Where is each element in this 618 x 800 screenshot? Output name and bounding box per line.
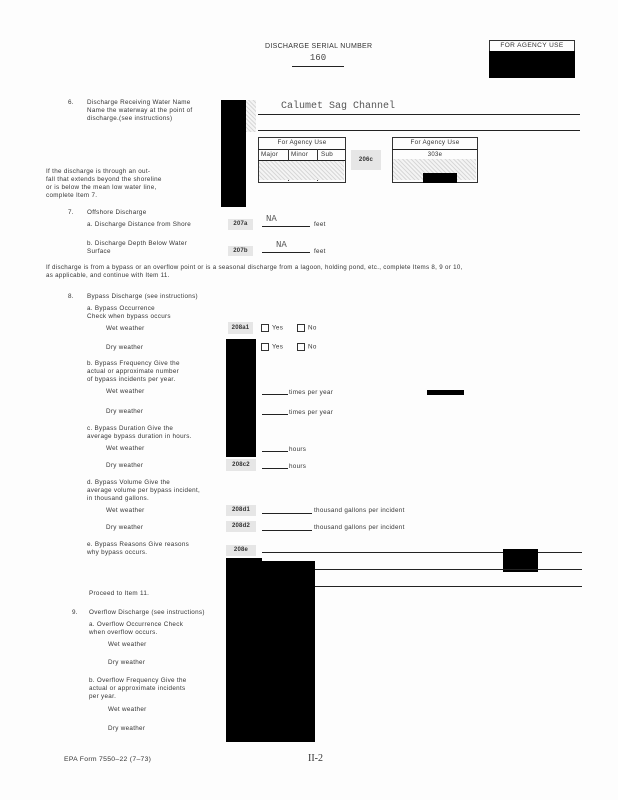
bypass-note-2: as applicable, and continue with Item 11. bbox=[46, 272, 170, 279]
item6-note-1: If the discharge is through an out- bbox=[46, 168, 151, 175]
agency-use-label: For Agency Use bbox=[277, 139, 327, 146]
item9b-dry: Dry weather bbox=[108, 725, 146, 732]
item6-line3: discharge.(see instructions) bbox=[87, 115, 173, 122]
rule bbox=[262, 252, 310, 253]
rule bbox=[392, 149, 477, 150]
item8c-wet: Wet weather bbox=[106, 445, 145, 452]
page-number: II-2 bbox=[308, 753, 323, 764]
item8c-wet-unit: hours bbox=[289, 446, 307, 453]
checkbox[interactable] bbox=[261, 324, 269, 332]
item9b-title-1: b. Overflow Frequency Give the bbox=[89, 677, 187, 684]
bypass-wet-no[interactable] bbox=[297, 324, 317, 333]
offshore-depth-unit: feet bbox=[314, 248, 326, 255]
agency-use-box: FOR AGENCY USE bbox=[489, 40, 575, 52]
redaction-block bbox=[427, 390, 464, 395]
offshore-depth-value: NA bbox=[276, 240, 287, 250]
item7-title: Offshore Discharge bbox=[87, 209, 147, 216]
item8-title: Bypass Discharge (see instructions) bbox=[87, 293, 198, 300]
agency-col-sub: Sub bbox=[321, 151, 334, 158]
item9-number: 9. bbox=[72, 609, 78, 616]
item8b-dry-unit: times per year bbox=[289, 409, 334, 416]
yes-label: Yes bbox=[272, 343, 284, 351]
agency-col-minor: Minor bbox=[291, 151, 309, 158]
shaded-cell bbox=[259, 161, 344, 180]
agency-sub-code: 303e bbox=[427, 152, 443, 158]
item8d-wet: Wet weather bbox=[106, 507, 145, 514]
checkbox[interactable] bbox=[261, 343, 269, 351]
item8c-title-2: average bypass duration in hours. bbox=[87, 433, 192, 440]
redaction-block bbox=[226, 561, 315, 742]
field-code-208e: 208e bbox=[226, 545, 256, 556]
redaction-block bbox=[423, 173, 457, 183]
item8b-wet-unit: times per year bbox=[289, 389, 334, 396]
yes-label: Yes bbox=[272, 324, 284, 332]
serial-number-label: DISCHARGE SERIAL NUMBER bbox=[265, 43, 373, 50]
item9b-title-2: actual or approximate incidents bbox=[89, 685, 186, 692]
bypass-wet-yes[interactable] bbox=[261, 324, 283, 333]
item8e-title-2: why bypass occurs. bbox=[87, 549, 148, 556]
item8d-title-1: d. Bypass Volume Give the bbox=[87, 479, 171, 486]
item9a-wet: Wet weather bbox=[108, 641, 147, 648]
item9b-title-3: per year. bbox=[89, 693, 117, 700]
field-code-208d2: 208d2 bbox=[226, 521, 256, 532]
checkbox[interactable] bbox=[297, 324, 305, 332]
rule bbox=[258, 130, 580, 131]
item7b-label-1: b. Discharge Depth Below Water bbox=[87, 240, 188, 247]
item8b-dry: Dry weather bbox=[106, 408, 144, 415]
item9a-title-1: a. Overflow Occurrence Check bbox=[89, 621, 184, 628]
agency-use-label-2: For Agency Use bbox=[410, 139, 460, 146]
item8d-dry: Dry weather bbox=[106, 524, 144, 531]
item8a-wet: Wet weather bbox=[106, 325, 145, 332]
checkbox[interactable] bbox=[297, 343, 305, 351]
shaded-cell bbox=[246, 100, 256, 132]
no-label: No bbox=[308, 343, 317, 351]
item9b-wet: Wet weather bbox=[108, 706, 147, 713]
rule bbox=[258, 114, 580, 115]
bypass-dry-yes[interactable] bbox=[261, 343, 283, 352]
item9-title: Overflow Discharge (see instructions) bbox=[89, 609, 205, 616]
field-code-206c: 206c bbox=[351, 150, 381, 170]
item6-note-2: fall that extends beyond the shoreline bbox=[46, 176, 162, 183]
serial-number-value: 160 bbox=[292, 53, 344, 67]
rule bbox=[262, 513, 312, 514]
bypass-dry-no[interactable] bbox=[297, 343, 317, 352]
field-code-208c2: 208c2 bbox=[226, 459, 256, 471]
item8d-wet-unit: thousand gallons per incident bbox=[314, 507, 405, 514]
rule bbox=[262, 394, 288, 395]
item9a-title-2: when overflow occurs. bbox=[89, 629, 158, 636]
item8b-title-3: of bypass incidents per year. bbox=[87, 376, 176, 383]
field-code-207a: 207a bbox=[228, 219, 253, 230]
bypass-note-1: If discharge is from a bypass or an overflow point or is a seasonal discharge from a lagoon, holding pond, etc., complete Items 8, 9 or 10, bbox=[46, 264, 463, 271]
redaction-block bbox=[221, 100, 246, 207]
item7b-label-2: Surface bbox=[87, 248, 111, 255]
item8e-title-1: e. Bypass Reasons Give reasons bbox=[87, 541, 190, 548]
item6-number: 6. bbox=[68, 99, 74, 106]
item8d-title-3: in thousand gallons. bbox=[87, 495, 150, 502]
rule bbox=[262, 451, 288, 452]
item7-number: 7. bbox=[68, 209, 74, 216]
item8b-title-2: actual or approximate number bbox=[87, 368, 180, 375]
no-label: No bbox=[308, 324, 317, 332]
rule bbox=[262, 414, 288, 415]
field-code-208a1: 208a1 bbox=[228, 322, 253, 334]
item8a-title-1: a. Bypass Occurrence bbox=[87, 305, 155, 312]
item6-note-4: complete Item 7. bbox=[46, 192, 98, 199]
field-code-207b: 207b bbox=[228, 246, 253, 256]
item8c-dry-unit: hours bbox=[289, 463, 307, 470]
item8b-wet: Wet weather bbox=[106, 388, 145, 395]
item6-line1: Discharge Receiving Water Name bbox=[87, 99, 191, 106]
offshore-distance-value: NA bbox=[266, 214, 277, 224]
item8a-dry: Dry weather bbox=[106, 344, 144, 351]
rule bbox=[258, 149, 345, 150]
item8c-title-1: c. Bypass Duration Give the bbox=[87, 425, 174, 432]
item8c-dry: Dry weather bbox=[106, 462, 144, 469]
redaction-block bbox=[226, 339, 256, 457]
rule bbox=[262, 226, 310, 227]
item6-line2: Name the waterway at the point of bbox=[87, 107, 193, 114]
item7a-label: a. Discharge Distance from Shore bbox=[87, 221, 192, 228]
field-code-208d1: 208d1 bbox=[226, 505, 256, 516]
rule bbox=[262, 468, 288, 469]
item9a-dry: Dry weather bbox=[108, 659, 146, 666]
proceed-note: Proceed to Item 11. bbox=[89, 590, 150, 597]
item8d-dry-unit: thousand gallons per incident bbox=[314, 524, 405, 531]
item8b-title-1: b. Bypass Frequency Give the bbox=[87, 360, 180, 367]
offshore-distance-unit: feet bbox=[314, 221, 326, 228]
agency-col-major: Major bbox=[261, 151, 279, 158]
item6-note-3: or is below the mean low water line, bbox=[46, 184, 157, 191]
item8a-title-2: Check when bypass occurs bbox=[87, 313, 171, 320]
form-number: EPA Form 7550–22 (7–73) bbox=[64, 756, 152, 763]
item8-number: 8. bbox=[68, 293, 74, 300]
receiving-water-value: Calumet Sag Channel bbox=[281, 101, 396, 112]
item8d-title-2: average volume per bypass incident, bbox=[87, 487, 201, 494]
rule bbox=[262, 530, 312, 531]
redaction-block bbox=[489, 51, 575, 78]
